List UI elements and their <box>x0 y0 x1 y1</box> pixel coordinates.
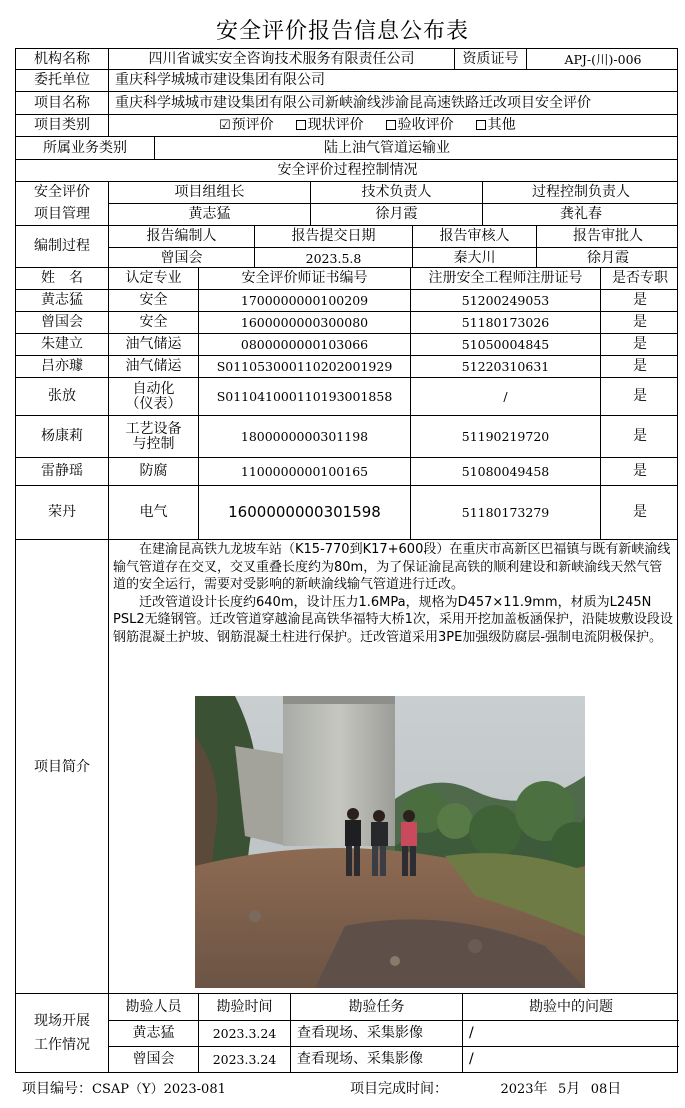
process-title-row <box>16 159 677 181</box>
staff-fulltime: 是 <box>600 378 678 415</box>
staff-major: 油气储运 <box>108 334 198 355</box>
site-header-row <box>108 994 679 1020</box>
staff-cert: 1600000000300080 <box>198 312 410 333</box>
author-value: 曾国会 <box>108 247 254 268</box>
leader-label: 项目组组长 <box>108 182 310 203</box>
staff-cert: 1100000000100165 <box>198 458 410 485</box>
client-value: 重庆科学城城市建设集团有限公司 <box>108 70 678 91</box>
completion-date: 项目完成时间： 2023年 5月 08日 <box>350 1081 622 1097</box>
org-value: 四川省诚实安全咨询技术服务有限责任公司 <box>108 49 454 69</box>
staff-header-major: 认定专业 <box>108 268 198 289</box>
table-row <box>16 289 677 311</box>
staff-major: 安全 <box>108 290 198 311</box>
business-value: 陆上油气管道运输业 <box>154 137 678 159</box>
completion-label: 项目完成时间： <box>350 1081 448 1097</box>
site-task: 查看现场、采集影像 <box>290 1021 462 1046</box>
staff-cert: 1700000000100209 <box>198 290 410 311</box>
table-row <box>16 355 677 377</box>
site-issue: / <box>462 1021 679 1046</box>
checkbox-empty-icon <box>296 120 306 130</box>
category-option-status: 现状评价 <box>296 118 364 133</box>
site-person: 曾国会 <box>108 1047 198 1072</box>
compile-label: 编制过程 <box>34 238 90 254</box>
staff-reg: 51180173026 <box>410 312 600 333</box>
checkbox-empty-icon <box>386 120 396 130</box>
staff-reg: / <box>410 378 600 415</box>
table-row <box>16 457 677 485</box>
site-date: 2023.3.24 <box>198 1021 290 1046</box>
site-issue: / <box>462 1047 679 1072</box>
submit-value: 2023.5.8 <box>254 247 412 268</box>
staff-fulltime: 是 <box>600 290 678 311</box>
staff-reg: 51080049458 <box>410 458 600 485</box>
staff-cert: 1600000000301598 <box>198 486 410 539</box>
site-label-line-1: 现场开展 <box>34 1013 90 1029</box>
org-row <box>16 49 677 69</box>
site-label-line-2: 工作情况 <box>34 1037 90 1053</box>
staff-name: 吕亦璩 <box>41 358 83 374</box>
completion-day: 08 <box>590 1082 608 1097</box>
staff-major: 油气储运 <box>108 356 198 377</box>
cert-label: 资质证号 <box>454 49 526 69</box>
summary-label: 项目简介 <box>34 758 90 775</box>
staff-fulltime: 是 <box>600 458 678 485</box>
staff-cert: S011053000110202001929 <box>198 356 410 377</box>
staff-fulltime: 是 <box>600 312 678 333</box>
staff-reg: 51180173279 <box>410 486 600 539</box>
site-header-task: 勘验任务 <box>290 994 462 1020</box>
table-row <box>108 1020 679 1046</box>
business-row <box>16 136 677 159</box>
staff-name: 黄志猛 <box>41 292 83 308</box>
staff-header-cert: 安全评价师证书编号 <box>198 268 410 289</box>
mgmt-label-bottom: 项目管理 <box>34 205 90 222</box>
approver-label: 报告审批人 <box>536 226 678 247</box>
compile-block <box>16 225 677 267</box>
approver-value: 徐月霞 <box>536 247 678 268</box>
leader-value: 黄志猛 <box>108 203 310 225</box>
page-title: 安全评价报告信息公布表 <box>215 19 469 44</box>
site-person: 黄志猛 <box>108 1021 198 1046</box>
project-code: 项目编号：CSAP（Y）2023-081 <box>22 1081 226 1097</box>
site-photo <box>195 696 585 988</box>
reviewer-label: 报告审核人 <box>412 226 536 247</box>
project-row <box>16 91 677 114</box>
staff-header-name: 姓 名 <box>41 270 83 286</box>
staff-reg: 51050004845 <box>410 334 600 355</box>
staff-name: 朱建立 <box>41 336 83 352</box>
reviewer-value: 秦大川 <box>412 247 536 268</box>
org-label: 机构名称 <box>34 50 90 67</box>
checkbox-empty-icon <box>476 120 486 130</box>
staff-major: 工艺设备与控制 <box>108 416 198 457</box>
checkbox-checked-icon: ☑ <box>219 118 231 133</box>
project-code-value: CSAP（Y）2023-081 <box>92 1082 226 1097</box>
completion-month: 5 <box>558 1082 567 1097</box>
staff-cert: 0800000000103066 <box>198 334 410 355</box>
table-row <box>108 1046 679 1072</box>
summary-paragraph-2: 迁改管道设计长度约640m，设计压力1.6MPa，规格为D457×11.9mm，材质为L245N PSL2无缝钢管。迁改管道穿越渝昆高铁华福特大桥1次，采用开挖加盖板涵保护，沿陡坡敷设段设钢筋混凝土护坡、钢筋混凝土柱进行保护。迁改管道采用3PE加强级防腐层-强制电流阴极保护。 <box>113 594 673 645</box>
staff-fulltime: 是 <box>600 356 678 377</box>
staff-major: 自动化（仪表） <box>108 378 198 415</box>
staff-reg: 51200249053 <box>410 290 600 311</box>
mgmt-label-top: 安全评价 <box>34 184 90 200</box>
staff-name: 张放 <box>48 388 76 404</box>
table-row <box>16 311 677 333</box>
staff-fulltime: 是 <box>600 486 678 539</box>
staff-header-row <box>16 267 677 289</box>
site-label <box>16 994 108 1072</box>
category-label: 项目类别 <box>34 117 90 133</box>
staff-name: 荣丹 <box>48 504 76 520</box>
site-header-person: 勘验人员 <box>108 994 198 1020</box>
staff-major: 安全 <box>108 312 198 333</box>
completion-year: 2023 <box>500 1082 534 1097</box>
project-value: 重庆科学城城市建设集团有限公司新峡渝线涉渝昆高速铁路迁改项目安全评价 <box>108 92 678 114</box>
staff-fulltime: 是 <box>600 416 678 457</box>
cert-value: APJ-(川)-006 <box>526 49 678 69</box>
summary-paragraph-1: 在建渝昆高铁九龙坡车站（K15-770到K17+600段）在重庆市高新区巴福镇与既有新峡渝线输气管道存在交叉，交叉重叠长度约为80m，为了保证渝昆高铁的顺利建设和新峡渝线天然气管道的安全运行，需要对受影响的新峡渝线输气管道进行迁改。 <box>113 542 671 592</box>
staff-name: 杨康莉 <box>41 428 83 444</box>
staff-fulltime: 是 <box>600 334 678 355</box>
site-table <box>15 993 678 1073</box>
category-option-pre: ☑预评价 <box>219 117 274 133</box>
table-row <box>16 333 677 355</box>
staff-cert: 1800000000301198 <box>198 416 410 457</box>
table-row <box>16 415 677 457</box>
staff-major: 电气 <box>108 486 198 539</box>
category-option-accept: 验收评价 <box>386 118 454 133</box>
table-row <box>16 377 677 415</box>
category-row <box>16 114 677 136</box>
category-options <box>108 115 678 136</box>
staff-major: 防腐 <box>108 458 198 485</box>
staff-name: 曾国会 <box>41 314 83 330</box>
mgmt-value-row <box>16 203 677 225</box>
site-date: 2023.3.24 <box>198 1047 290 1072</box>
client-row <box>16 69 677 91</box>
tech-label: 技术负责人 <box>310 182 482 203</box>
tech-value: 徐月霞 <box>310 203 482 225</box>
table-row <box>16 485 677 539</box>
business-label: 所属业务类别 <box>43 139 127 156</box>
site-header-date: 勘验时间 <box>198 994 290 1020</box>
control-label: 过程控制负责人 <box>482 182 678 203</box>
staff-cert: S011041000110193001858 <box>198 378 410 415</box>
author-label: 报告编制人 <box>108 226 254 247</box>
staff-header-reg: 注册安全工程师注册证号 <box>410 268 600 289</box>
staff-header-fulltime: 是否专职 <box>600 268 678 289</box>
client-label: 委托单位 <box>34 72 90 88</box>
project-label: 项目名称 <box>34 94 90 111</box>
control-value: 龚礼春 <box>482 203 678 225</box>
category-option-other: 其他 <box>476 118 516 133</box>
staff-reg: 51220310631 <box>410 356 600 377</box>
mgmt-header-row <box>16 181 677 203</box>
staff-name: 雷静瑶 <box>41 463 83 479</box>
submit-label: 报告提交日期 <box>254 226 412 247</box>
staff-reg: 51190219720 <box>410 416 600 457</box>
site-header-issue: 勘验中的问题 <box>462 994 679 1020</box>
site-task: 查看现场、采集影像 <box>290 1047 462 1072</box>
process-section-title: 安全评价过程控制情况 <box>277 162 418 178</box>
